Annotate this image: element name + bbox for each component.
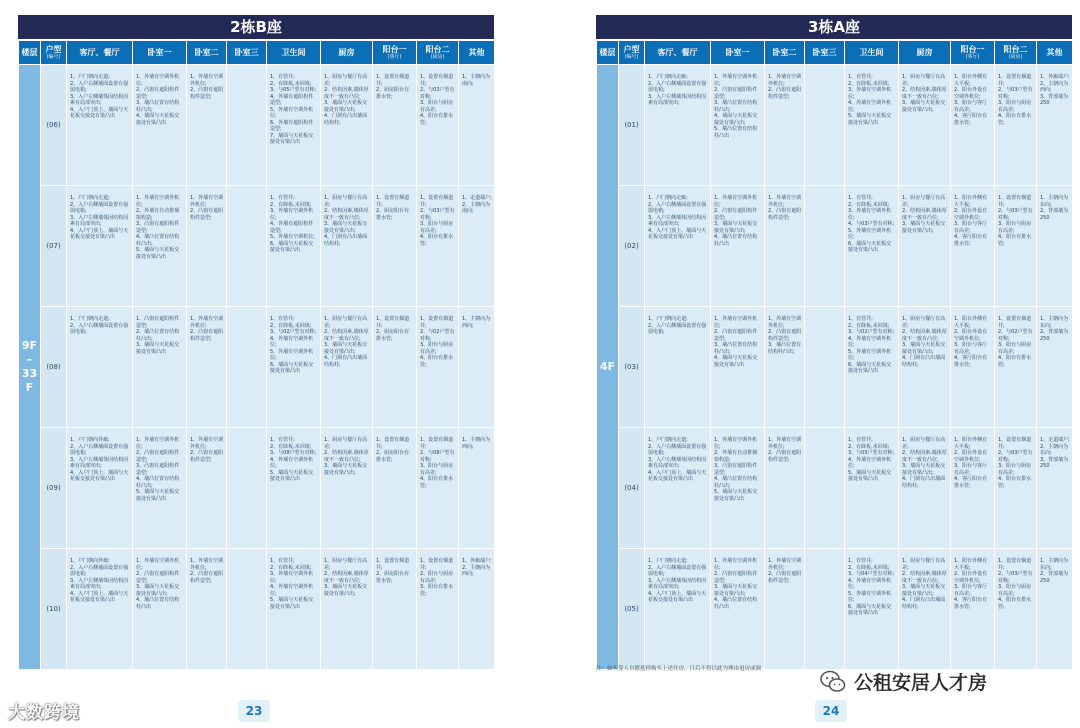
living-dining-cell xyxy=(645,307,711,428)
header-living-dining: 客厅、餐厅 xyxy=(67,41,133,65)
bedroom-3-cell xyxy=(805,65,845,186)
unit-number: (04) xyxy=(619,428,645,549)
header-bathroom: 卫生间 xyxy=(267,41,321,65)
header-kitchen: 厨房 xyxy=(321,41,373,65)
balcony-1-cell xyxy=(951,428,995,549)
bathroom-cell xyxy=(845,186,899,307)
header-balcony-1: 阳台一 (客厅) xyxy=(373,41,417,65)
unit-number: (05) xyxy=(619,549,645,670)
cell-text: 1、设置有烟道井; 2、与03户型有对称; 3、阳台与厨房有高差; 4、阳台有排水管; xyxy=(998,195,1033,247)
balcony-1-cell xyxy=(373,307,417,428)
balcony-1-cell xyxy=(373,428,417,549)
living-dining-cell xyxy=(645,186,711,307)
header-balcony-2: 阳台二 (厨房) xyxy=(995,41,1037,65)
cell-text: 1、阳台外侧有大平板; 2、阳台外设有空调外机位; 3、阳台与客厅有高差; 4、客厅阳台有排水管; xyxy=(954,437,988,489)
cell-text: 1、走道端户; 2、主朝向为南向; xyxy=(462,195,492,214)
cell-text: 1、外墙有空调外机位; 2、凸窗有遮阳构件造型; 3、凸窗有遮阳构件造型; 4、墙凸位置有结构柱凸出; 5、墙面与天花板交接处有梁凸出 xyxy=(136,437,180,502)
cell-text: 1、设置有烟道井; 2、与03户型有对称; 3、阳台与厨房有高差; 4、阳台有排水管; xyxy=(998,558,1033,610)
footer-note: 注：如买受人自愿选择购买上述住房，日后不得以此为理由退房或调 xyxy=(596,666,762,672)
watermark-right-text: 公租安居人才房 xyxy=(854,672,988,694)
bedroom-1-cell xyxy=(133,65,187,186)
bedroom-3-cell xyxy=(227,186,267,307)
cell-text: 1、厨房与餐厅有高差; 2、结构因素,墙体厚度不一致有凸位; 3、墙面与天花板交接处有梁凸出; xyxy=(324,437,369,476)
kitchen-cell xyxy=(321,428,373,549)
unit-number: (02) xyxy=(619,186,645,307)
balcony-1-cell xyxy=(373,65,417,186)
cell-text: 1、外墙有空调外机位; 2、凸窗有遮阳构件造型; xyxy=(190,558,224,584)
cell-text: 1、阳台外侧有大平板; 2、阳台外设有空调外机位; 3、阳台与客厅有高差; 4、客厅阳台有排水管; xyxy=(954,74,988,126)
other-cell xyxy=(459,65,495,186)
cell-text: 1、户门朝向走道; 2、入户右侧墙面设置有强弱电箱; xyxy=(70,316,129,335)
cell-text: 1、设置有烟道井; 2、厨房阳台有排水管; xyxy=(376,437,410,463)
floor-label: 9F – 33F xyxy=(21,339,38,394)
other-cell xyxy=(1037,186,1073,307)
table-row xyxy=(19,65,495,186)
cell-text: 1、外墙有空调外机位; 2、凸窗有遮阳构件造型; xyxy=(190,316,224,342)
header-bedroom-2: 卧室二 xyxy=(187,41,227,65)
living-dining-cell xyxy=(67,428,133,549)
table-row xyxy=(19,307,495,428)
bedroom-1-cell xyxy=(711,549,765,670)
header-floor: 楼层 xyxy=(19,41,41,65)
page-number-right: 24 xyxy=(815,700,847,722)
building-title: 3栋A座 xyxy=(596,15,1072,39)
cell-text: 1、主朝向为西向; xyxy=(462,437,491,450)
bathroom-cell xyxy=(845,549,899,670)
cell-text: 1、有管井; 2、有降板,未回填; 3、外墙有空调外机位; 4、与03户型有对称; 5、外墙有空调外机位; 6、墙面与天花板交接处有梁凸出 xyxy=(848,195,895,253)
unit-number: (10) xyxy=(41,549,67,670)
living-dining-cell xyxy=(67,549,133,670)
bathroom-cell xyxy=(267,307,321,428)
bedroom-3-cell xyxy=(805,186,845,307)
cell-text: 1、厨房与餐厅有高差; 2、结构因素,墙体厚度不一致有凸位; 3、墙面与天花板交接处有梁凸出; 4、门洞有凸出墙面结构柱; xyxy=(324,74,369,126)
cell-text: 1、户门朝向走道; 2、入户右侧墙面设置有强弱电箱; 3、入户左侧墙体因结构因素有局部突出; 4、入户门顶上、墙面与天花板交接处有梁凸出 xyxy=(648,437,707,482)
bathroom-cell xyxy=(267,65,321,186)
other-cell xyxy=(459,549,495,670)
kitchen-cell xyxy=(899,549,951,670)
header-other: 其他 xyxy=(1037,41,1073,65)
living-dining-cell xyxy=(67,65,133,186)
cell-text: 1、设置有烟道井; 2、与03户型有对称; 3、阳台与厨房有高差; 4、阳台有排水管; xyxy=(420,195,455,247)
balcony-2-cell xyxy=(995,428,1037,549)
table-row xyxy=(597,186,1073,307)
table-row xyxy=(19,428,495,549)
header-bedroom-1: 卧室一 xyxy=(133,41,187,65)
kitchen-cell xyxy=(321,549,373,670)
balcony-1-cell xyxy=(951,65,995,186)
cell-text: 1、设置有烟道井; 2、与03户型有对称; 3、阳台与厨房有高差; 4、阳台有排水管; xyxy=(998,74,1033,126)
cell-text: 1、户门朝向走道; 2、入户右侧墙面设置有强弱电箱; 3、入户左侧墙体因结构因素有局部突出; 4、入户门顶上、墙面与天花板交接处有梁凸出 xyxy=(70,74,129,119)
bedroom-3-cell xyxy=(805,428,845,549)
cell-text: 1、设置有烟道井; 2、与02户型有对称; 3、阳台与厨房有高差; 4、阳台有排水管; xyxy=(998,316,1033,368)
cell-text: 1、外墙有空调外机位; 2、凸窗有遮阳构件造型; xyxy=(768,195,802,221)
floor-cell xyxy=(597,65,619,670)
cell-text: 1、阳台外侧有大平板; 2、阳台外设有空调外机位; 3、阳台与客厅有高差; 4、客厅阳台有排水管; xyxy=(954,195,988,247)
balcony-1-cell xyxy=(951,186,995,307)
cell-text: 1、外墙有空调外机位; 2、凸窗有遮阳构件造型; 3、墙凸位置有结构柱凸出; 4、墙面与天花板交接处有梁凸出; 5、墙凸位置有结构柱凸出 xyxy=(714,74,758,139)
cell-text: 1、户门朝向走廊; 2、入户右侧墙面设置有强弱电箱; 3、入户左侧墙体因结构因素有局部突出; xyxy=(648,74,707,106)
bedroom-2-cell xyxy=(765,65,805,186)
unit-number: (03) xyxy=(619,307,645,428)
bedroom-1-cell xyxy=(711,428,765,549)
cell-text: 1、设置有烟道井; 2、与03户型有对称; 3、阳台与厨房有高差; 4、阳台有排水管; xyxy=(998,437,1033,489)
cell-text: 1、外墙有空调外机位; 2、凸窗有遮阳构件造型; xyxy=(190,437,224,463)
cell-text: 1、厨房与餐厅有高差; 2、结构因素,墙体厚度不一致有凸位; 3、墙面与天花板交接处有梁凸出; xyxy=(902,74,947,113)
cell-text: 1、设置有烟道井; 2、厨房阳台有排水管; xyxy=(376,558,410,584)
cell-text: 1、设置有烟道井; 2、厨房阳台有排水管; xyxy=(376,316,410,342)
cell-text: 1、主朝向为东向; 2、背部墙为250 xyxy=(1040,316,1069,342)
page-number-left: 23 xyxy=(238,700,270,722)
cell-text: 1、设置有烟道井; 2、厨房阳台有排水管; xyxy=(376,195,410,221)
bedroom-2-cell xyxy=(765,428,805,549)
unit-number: (08) xyxy=(41,307,67,428)
cell-text: 1、主朝向为东向; 2、背部墙为250 xyxy=(1040,195,1069,221)
unit-number: (09) xyxy=(41,428,67,549)
balcony-1-cell xyxy=(951,549,995,670)
table-row xyxy=(19,186,495,307)
bedroom-2-cell xyxy=(187,307,227,428)
spec-table xyxy=(18,40,495,670)
balcony-2-cell xyxy=(417,186,459,307)
table-row xyxy=(597,65,1073,186)
bedroom-2-cell xyxy=(765,549,805,670)
header-balcony-2: 阳台二 (厨房) xyxy=(417,41,459,65)
other-cell xyxy=(1037,428,1073,549)
cell-text: 1、外墙有空调外机位; 2、凸窗有遮阳构件造型; 3、墙凸位置有结构柱凸出; 4、墙面与天花板交接处有梁凸出 xyxy=(714,316,758,368)
living-dining-cell xyxy=(67,186,133,307)
bedroom-2-cell xyxy=(187,428,227,549)
other-cell xyxy=(1037,307,1073,428)
other-cell xyxy=(459,428,495,549)
bathroom-cell xyxy=(267,549,321,670)
cell-text: 1、设置有烟道井; 2、与02户型有对称; 3、阳台与厨房有高差; 4、阳台有排水管; xyxy=(420,316,455,368)
cell-text: 1、有管井; 2、有降板,未回填; 3、外墙有空调外机位; 4、外墙有遮阳构件造型; 5、外墙有空调机位; 6、墙面与天花板交接处有梁凸出 xyxy=(270,195,315,253)
cell-text: 1、设置有烟道井; 2、阳台与厨房有高差; 3、阳台有排水管; xyxy=(420,558,454,597)
balcony-2-cell xyxy=(995,549,1037,670)
bedroom-3-cell xyxy=(227,65,267,186)
page-right xyxy=(596,15,1072,670)
bedroom-3-cell xyxy=(805,307,845,428)
watermark-left: 大数跨境 xyxy=(8,703,80,723)
cell-text: 1、有管井; 2、有降板,未回填; 3、外墙有空调外机位; 4、外墙有空调外机位; 5、墙面与天花板交接处有梁凸出 xyxy=(848,74,892,126)
bedroom-3-cell xyxy=(227,549,267,670)
floor-cell xyxy=(19,65,41,670)
cell-text: 1、有管井; 2、有降板,未回填; 3、与04户型有对称; 4、外墙有空调外机位; 5、外墙有空调外机位; 6、墙面与天花板交接处有梁凸出 xyxy=(848,558,895,616)
cell-text: 1、主朝向为西向; xyxy=(462,316,491,329)
table-row xyxy=(597,307,1073,428)
header-other: 其他 xyxy=(459,41,495,65)
other-cell xyxy=(1037,549,1073,670)
bedroom-3-cell xyxy=(227,307,267,428)
cell-text: 1、户门朝向外廊; 2、入户右侧墙面设置有强弱电箱; 3、入户左侧墙体因结构因素有局部突出; 4、入户门顶上、墙面与天花板交接处有梁凸出 xyxy=(70,437,129,482)
kitchen-cell xyxy=(321,186,373,307)
cell-text: 1、外墙有空调外机位; 2、凸窗有遮阳构件造型; 3、墙凸位置有结构柱凸出; 4、墙面与天花板交接处有梁凸出 xyxy=(136,74,180,126)
cell-text: 1、厨房与餐厅有高差; 2、结构因素,墙体厚度不一致有凸位; 3、墙面与天花板交接处有梁凸出; 4、门洞有凸出墙面结构柱; xyxy=(902,437,947,489)
balcony-2-cell xyxy=(995,307,1037,428)
cell-text: 1、厨房与餐厅有高差; 2、结构因素,墙体厚度不一致有凸位; 3、墙面与天花板交接处有梁凸出; 4、门洞有凸出墙面结构柱; xyxy=(902,316,947,368)
header-row xyxy=(597,41,1073,65)
cell-text: 1、外墙有空调外机位; 2、凸窗有遮阳构件造型; 3、墙凸位置有结构柱凸出; xyxy=(768,316,802,355)
cell-text: 1、户门朝向走道; 2、入户右侧墙面设置有强弱电箱; 3、入户左侧墙体因结构因素有局部突出; 4、入户门顶上、墙面与天花板交接处有梁凸出 xyxy=(70,195,129,240)
cell-text: 1、外墙有空调外机位; 2、凸窗有遮阳构件造型; xyxy=(768,74,802,100)
cell-text: 1、户门朝向外廊; 2、入户右侧墙面设置有强弱电箱; 3、入户左侧墙体因结构因素有局部突出; 4、入户门顶上、墙面与天花板交接处有梁凸出 xyxy=(70,558,129,603)
bedroom-1-cell xyxy=(133,307,187,428)
kitchen-cell xyxy=(899,428,951,549)
unit-number: (07) xyxy=(41,186,67,307)
balcony-2-cell xyxy=(417,307,459,428)
cell-text: 1、阳台外侧有大平板; 2、阳台外设有空调外机位; 3、阳台与客厅有高差; 4、客厅阳台有排水管; xyxy=(954,316,988,368)
bedroom-3-cell xyxy=(805,549,845,670)
cell-text: 1、厨房与餐厅有高差; 2、结构因素,墙体厚度不一致有凸位; 3、墙面与天花板交接处有梁凸出; xyxy=(324,558,369,597)
kitchen-cell xyxy=(321,307,373,428)
header-floor: 楼层 xyxy=(597,41,619,65)
header-bathroom: 卫生间 xyxy=(845,41,899,65)
cell-text: 1、外墙有空调外机位; 2、凸窗有遮阳构件造型; 3、墙面与天花板交接处有梁凸出; 4、墙凸位置有结构柱凸出 xyxy=(714,558,758,610)
cell-text: 1、设置有烟道井; 2、厨房阳台有排水管; xyxy=(376,74,410,100)
bedroom-3-cell xyxy=(227,428,267,549)
bedroom-1-cell xyxy=(133,549,187,670)
bedroom-1-cell xyxy=(133,186,187,307)
table-row xyxy=(19,549,495,670)
header-kitchen: 厨房 xyxy=(899,41,951,65)
balcony-1-cell xyxy=(951,307,995,428)
living-dining-cell xyxy=(645,549,711,670)
kitchen-cell xyxy=(899,65,951,186)
cell-text: 1、主朝向为南向; xyxy=(462,74,491,87)
cell-text: 1、有管井; 2、有降板,未回填; 3、与05户型有对称; 4、外墙有遮阳构件造型; 5、外墙有空调外机位; 6、外墙有遮阳构件造型; 7、墙面与天花板交接处有梁凸出 xyxy=(270,74,317,145)
cell-text: 1、主朝向为东向; 2、背部墙为250 xyxy=(1040,558,1069,584)
cell-text: 1、外墙有空调外机位; 2、凸窗有遮阳构件造型; xyxy=(768,437,802,463)
cell-text: 1、外墙有空调外机位; 2、外墙有自动排烟窗构造; 3、凸窗有遮阳构件造型; 4、墙凸位置有结构柱凸出; 5、墙面与天花板交接处有梁凸出 xyxy=(714,437,758,502)
living-dining-cell xyxy=(67,307,133,428)
bedroom-2-cell xyxy=(187,186,227,307)
bedroom-2-cell xyxy=(765,307,805,428)
balcony-2-cell xyxy=(417,65,459,186)
cell-text: 1、外墙有空调外机位; 2、凸窗有遮阳构件造型; xyxy=(768,558,802,584)
spec-table xyxy=(596,40,1073,670)
cell-text: 1、走道端户; 2、主朝向为东向; 3、背部墙为250 xyxy=(1040,437,1070,469)
cell-text: 1、外墙有空调外机位; 2、凸窗有遮阳构件造型; xyxy=(190,74,224,100)
cell-text: 1、户门朝向走道; 2、入户右侧墙面设置有强弱电箱; xyxy=(648,316,707,335)
cell-text: 1、有管井; 2、有降板,未回填; 3、与02户型有对称; 4、外墙有空调外机位; 5、外墙有空调外机位; 6、墙面与天花板交接处有梁凸出 xyxy=(270,316,317,374)
header-living-dining: 客厅、餐厅 xyxy=(645,41,711,65)
bedroom-2-cell xyxy=(187,549,227,670)
cell-text: 1、外墙有空调外机位; 2、凸窗有遮阳构件造型; xyxy=(190,195,224,221)
table-row xyxy=(597,549,1073,670)
kitchen-cell xyxy=(899,307,951,428)
header-bedroom-2: 卧室二 xyxy=(765,41,805,65)
cell-text: 1、厨房与餐厅有高差; 2、结构因素,墙体厚度不一致有凸位; 3、墙面与天花板交接处有梁凸出; 4、门洞有凸出墙面结构柱; xyxy=(324,316,369,368)
bedroom-1-cell xyxy=(711,65,765,186)
balcony-2-cell xyxy=(417,549,459,670)
cell-text: 1、设置有烟道井; 2、与03户型有对称; 3、阳台与厨房有高差; 4、阳台有排水管; xyxy=(420,74,455,126)
cell-text: 1、有管井; 2、有降板,未回填; 3、与08户型有对称; 4、外墙有空调外机位; 5、墙面与天花板交接处有梁凸出 xyxy=(270,437,317,482)
header-row xyxy=(19,41,495,65)
bedroom-2-cell xyxy=(765,186,805,307)
unit-number: (06) xyxy=(41,65,67,186)
kitchen-cell xyxy=(899,186,951,307)
table-row xyxy=(597,428,1073,549)
unit-number: (01) xyxy=(619,65,645,186)
header-bedroom-1: 卧室一 xyxy=(711,41,765,65)
bedroom-1-cell xyxy=(711,307,765,428)
header-unit: 户型 (编号) xyxy=(41,41,67,65)
cell-text: 1、户门朝向走道; 2、入户右侧墙面设置有强弱电箱; 3、入户左侧墙体因结构因素有局部突出; 4、入户门顶上、墙面与天花板交接处有梁凸出 xyxy=(648,558,707,603)
cell-text: 1、外廊端户; 2、主朝向为西向; xyxy=(462,558,492,577)
cell-text: 1、有管井; 2、有降板,未回填; 3、与05户型有对称; 4、外墙有空调外机位; 5、墙面与天花板交接处有梁凸出 xyxy=(848,437,895,482)
wechat-icon xyxy=(820,670,846,694)
living-dining-cell xyxy=(645,428,711,549)
cell-text: 1、厨房与餐厅有高差; 2、结构因素,墙体厚度不一致有凸位; 3、墙面与天花板交接处有梁凸出; 4、门洞有凸出墙面结构柱; xyxy=(902,558,947,610)
cell-text: 1、外廊端户; 2、主朝向为西向; 3、背部墙为250 xyxy=(1040,74,1070,106)
watermark-right xyxy=(820,668,987,695)
balcony-2-cell xyxy=(995,65,1037,186)
cell-text: 1、厨房与餐厅有高差; 2、结构因素,墙体厚度不一致有凸位; 3、墙面与天花板交接处有梁凸出; xyxy=(902,195,947,234)
bedroom-1-cell xyxy=(711,186,765,307)
cell-text: 1、有管井; 2、有降板,未回填; 3、外墙有空调外机位; 4、外墙有空调外机位; 5、墙面与天花板交接处有梁凸出 xyxy=(270,558,314,610)
cell-text: 1、外墙有空调外机位; 2、凸窗有遮阳构件造型; 3、墙面与天花板交接处有梁凸出; 4、墙凸位置有结构柱凸出 xyxy=(136,558,180,610)
cell-text: 1、户门朝向走廊; 2、入户右侧墙面设置有强弱电箱; 3、入户左侧墙体因结构因素有局部突出; 4、入户门顶上、墙面与天花板交接处有梁凸出 xyxy=(648,195,707,240)
page-left xyxy=(18,15,494,670)
bedroom-2-cell xyxy=(187,65,227,186)
living-dining-cell xyxy=(645,65,711,186)
balcony-1-cell xyxy=(373,186,417,307)
header-bedroom-3: 卧室三 xyxy=(227,41,267,65)
bathroom-cell xyxy=(845,428,899,549)
header-unit: 户型 (编号) xyxy=(619,41,645,65)
other-cell xyxy=(459,307,495,428)
bathroom-cell xyxy=(267,186,321,307)
building-title: 2栋B座 xyxy=(18,15,494,39)
bathroom-cell xyxy=(845,307,899,428)
floor-label: 4F xyxy=(599,360,616,373)
cell-text: 1、设置有烟道井; 2、与08户型有对称; 3、阳台与厨房有高差; 4、阳台有排水管; xyxy=(420,437,455,489)
balcony-2-cell xyxy=(417,428,459,549)
cell-text: 1、有管井; 2、有降板,未回填; 3、与02户型有对称; 4、外墙有空调外机位; 5、外墙有空调外机位; 6、墙面与天花板交接处有梁凸出 xyxy=(848,316,895,374)
cell-text: 1、阳台外侧有大平板; 2、阳台外设有空调外机位; 3、阳台与客厅有高差; 4、客厅阳台有排水管; xyxy=(954,558,988,610)
bathroom-cell xyxy=(845,65,899,186)
cell-text: 1、外墙有空调外机位; 2、凸窗有遮阳构件造型; 3、墙面与天花板交接处有梁凸出; 4、墙凸位置有结构柱凸出 xyxy=(714,195,758,247)
other-cell xyxy=(1037,65,1073,186)
balcony-1-cell xyxy=(373,549,417,670)
cell-text: 1、凸窗有遮阳构件造型; 2、墙凸位置有结构柱凸出; 3、墙面与天花板交接处有梁凸出 xyxy=(136,316,180,355)
header-bedroom-3: 卧室三 xyxy=(805,41,845,65)
header-balcony-1: 阳台一 (客厅) xyxy=(951,41,995,65)
bedroom-1-cell xyxy=(133,428,187,549)
cell-text: 1、厨房与餐厅有高差; 2、结构因素,墙体厚度不一致有凸位; 3、墙面与天花板交接处有梁凸出; 4、门洞有凸出墙面结构柱; xyxy=(324,195,369,247)
other-cell xyxy=(459,186,495,307)
kitchen-cell xyxy=(321,65,373,186)
balcony-2-cell xyxy=(995,186,1037,307)
bathroom-cell xyxy=(267,428,321,549)
cell-text: 1、外墙有空调外机位; 2、外墙有自动排烟窗构造; 3、凸窗有遮阳构件造型; 4、墙凸位置有结构柱凸出; 5、墙面与天花板交接处有梁凸出 xyxy=(136,195,180,260)
